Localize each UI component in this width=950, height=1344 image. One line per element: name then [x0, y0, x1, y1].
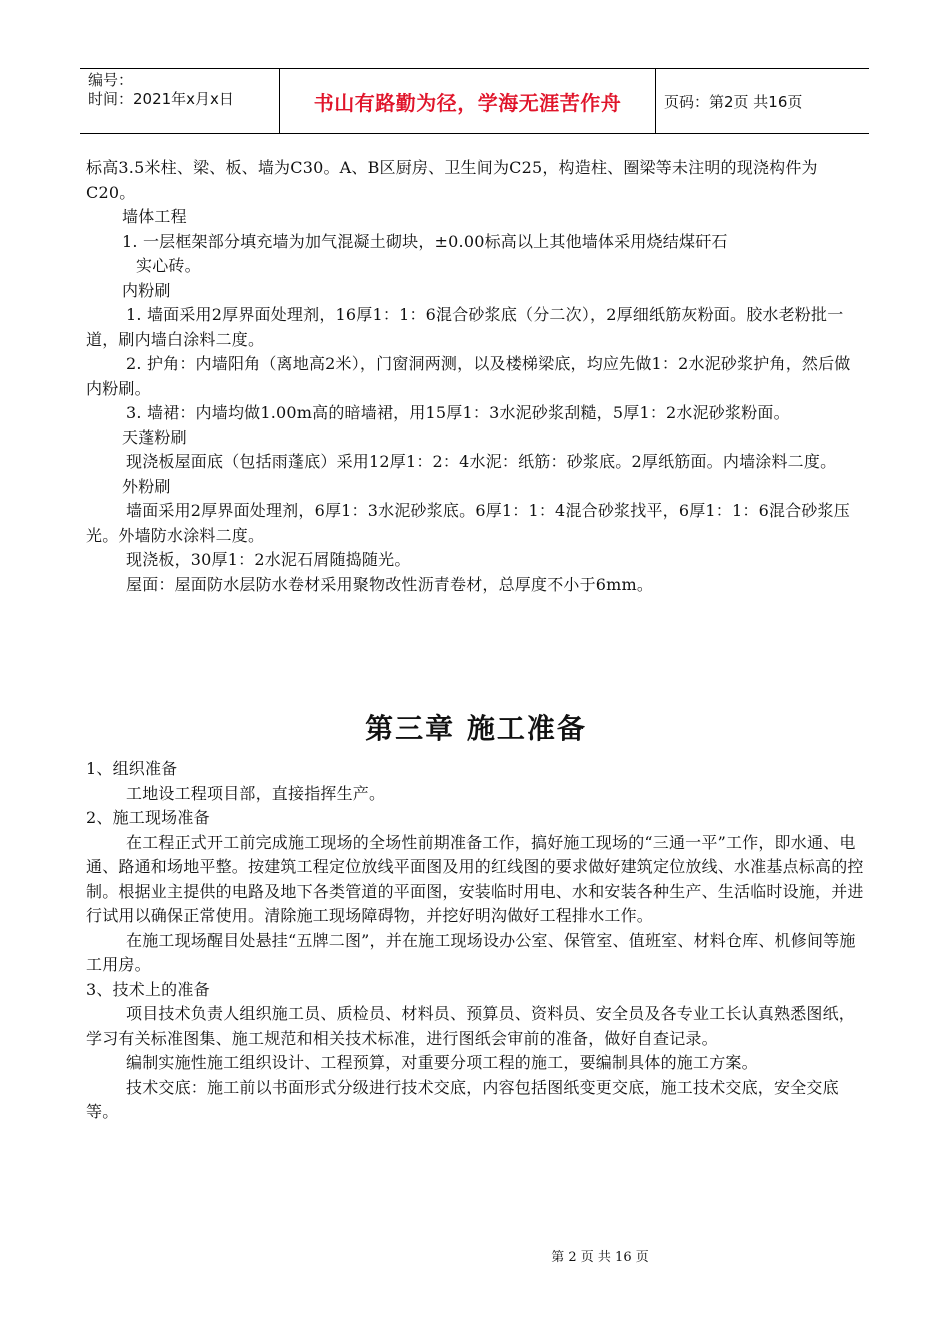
- chapter-title: 第三章 施工准备: [365, 712, 587, 745]
- section-3-paragraph-1: 项目技术负责人组织施工员、质检员、材料员、预算员、资料员、安全员及各专业工长认真熟悉图纸，学习有关标准图集、施工规范和相关技术标准，进行图纸会审前的准备，做好自查记录。: [86, 1004, 856, 1048]
- wall-item-1-cont: 实心砖。: [136, 256, 201, 275]
- roof-text: 屋面：屋面防水层防水卷材采用聚物改性沥青卷材，总厚度不小于6mm。: [126, 574, 654, 594]
- paragraph-concrete-grade: 标高3.5米柱、梁、板、墙为C30。A、B区厨房、卫生间为C25，构造柱、圈梁等未注明的现浇构件为C20。: [86, 158, 818, 202]
- section-1-text: 工地设工程项目部，直接指挥生产。: [126, 783, 386, 803]
- heading-outer-plaster: 外粉刷: [122, 476, 171, 496]
- section-3-paragraph-2: 编制实施性施工组织设计、工程预算，对重要分项工程的施工，要编制具体的施工方案。: [126, 1053, 758, 1072]
- slab-text: 现浇板，30厚1：2水泥石屑随捣随光。: [126, 550, 411, 569]
- section-1-heading: 1、组织准备: [86, 759, 178, 778]
- footer-page-number: 第 2 页 共 16 页: [551, 1250, 649, 1265]
- section-3-heading: 3、技术上的准备: [86, 979, 210, 999]
- heading-wall-work: 墙体工程: [122, 207, 187, 226]
- heading-ceiling-plaster: 天蓬粉刷: [122, 427, 187, 447]
- page-footer: [0, 1246, 950, 1265]
- section-2-heading: 2、施工现场准备: [86, 808, 210, 827]
- inner-item-1: 1. 墙面采用2厚界面处理剂，16厚1：1：6混合砂浆底（分二次），2厚细纸筋灰粉面。胶水老粉批一道，刷内墙白涂料二度。: [86, 305, 844, 349]
- section-2-paragraph-1: 在工程正式开工前完成施工现场的全场性前期准备工作，搞好施工现场的“三通一平”工作，即水通、电通、路通和场地平整。按建筑工程定位放线平面图及用的红线图的要求做好建筑定位放线、水准基点标高的控制。根据业主提供的电路及地下各类管道的平面图，安装临时用电、水和安装各种生产、生活临时设施，并进行试用以确保正常使用。清除施工现场障碍物，并挖好明沟做好工程排水工作。: [86, 832, 864, 925]
- ceiling-text: 现浇板屋面底（包括雨蓬底）采用12厚1：2：4水泥：纸筋：砂浆底。2厚纸筋面。内墙涂料二度。: [126, 452, 837, 471]
- document-body: [86, 156, 866, 1125]
- section-gap: [86, 597, 866, 697]
- heading-inner-plaster: 内粉刷: [122, 280, 171, 300]
- page-header: [80, 68, 869, 134]
- header-motto: 书山有路勤为径，学海无涯苦作舟: [313, 90, 622, 115]
- document-code-label: 编号：: [88, 71, 134, 89]
- outer-text: 墙面采用2厚界面处理剂，6厚1：3水泥砂浆底。6厚1：1：4混合砂浆找平，6厚1：1：6混合砂浆压光。外墙防水涂料二度。: [86, 501, 850, 545]
- header-meta: [80, 69, 280, 133]
- header-motto-cell: [280, 69, 656, 133]
- inner-item-2: 2. 护角：内墙阳角（离地高2米），门窗洞两测，以及楼梯梁底，均应先做1：2水泥砂浆护角，然后做内粉刷。: [86, 354, 851, 398]
- wall-item-1: 1. 一层框架部分填充墙为加气混凝土砌块，±0.00标高以上其他墙体采用烧结煤矸石: [122, 231, 728, 251]
- page-info-text: 页码：第2页 共16页: [664, 92, 803, 111]
- header-page-info: [656, 69, 869, 133]
- section-3-paragraph-3: 技术交底：施工前以书面形式分级进行技术交底，内容包括图纸变更交底，施工技术交底，安全交底等。: [86, 1077, 839, 1121]
- inner-item-3: 3. 墙裙：内墙均做1.00m高的暗墙裙，用15厚1：3水泥砂浆刮糙，5厚1：2水泥砂浆粉面。: [126, 403, 790, 422]
- section-2-paragraph-2: 在施工现场醒目处悬挂“五牌二图”，并在施工现场设办公室、保管室、值班室、材料仓库、机修间等施工用房。: [86, 930, 856, 974]
- document-time-label: 时间：2021年x月x日: [88, 90, 234, 108]
